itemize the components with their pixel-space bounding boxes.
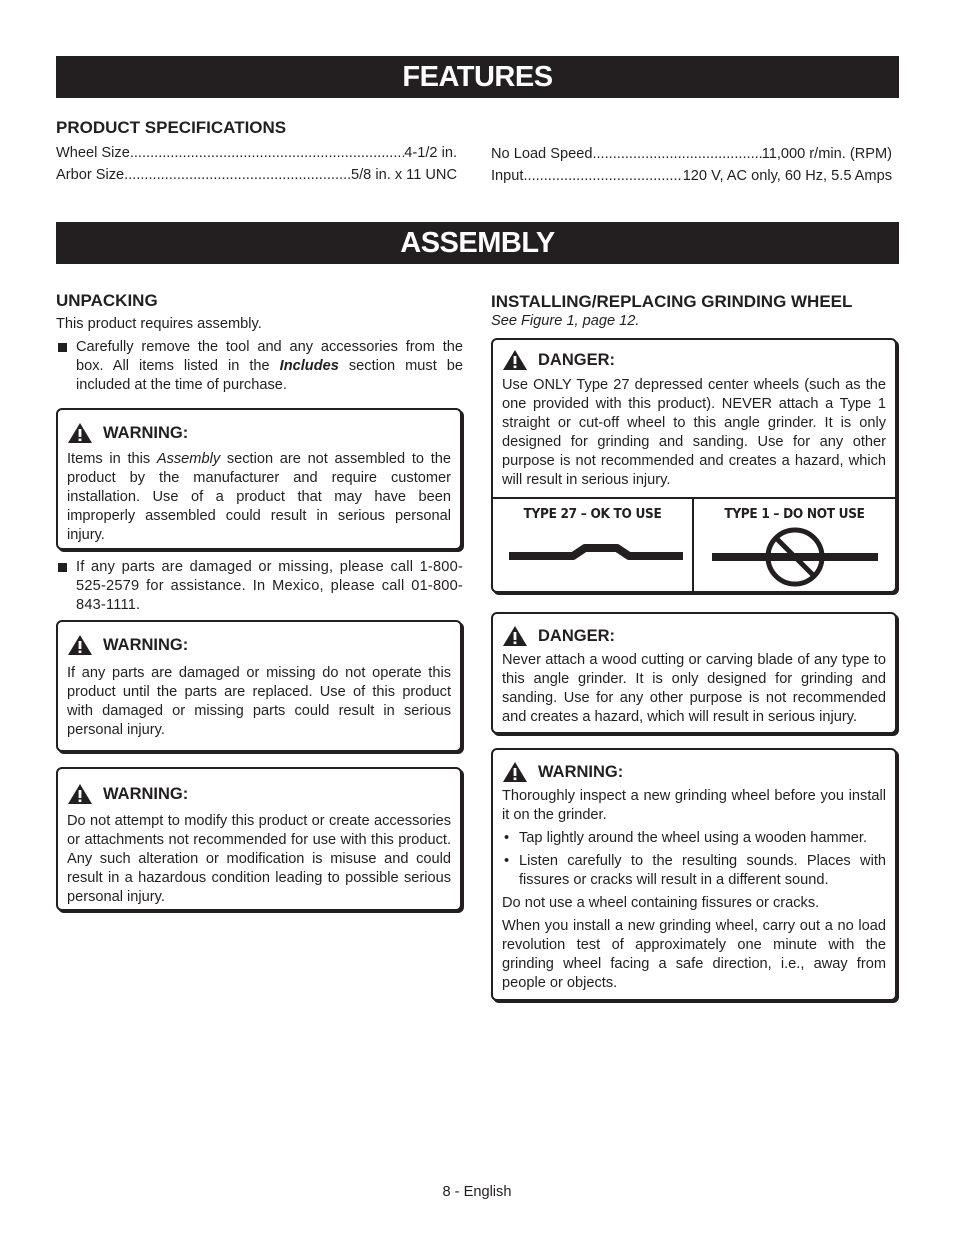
unpacking-heading: UNPACKING: [56, 291, 158, 310]
spec-label: No Load Speed: [491, 146, 593, 162]
danger-header: [502, 349, 886, 371]
warning-header: [67, 422, 451, 444]
warning-bullet-item: • Tap lightly around the wheel using a wooden hammer.: [504, 830, 868, 846]
unpacking-bullet-2: If any parts are damaged or missing, please call 1-800-525-2579 for assistance. In Mexico, please call 01-800-843-1111.: [56, 558, 463, 615]
spec-value: 11,000 r/min. (RPM): [761, 146, 892, 162]
warning-title: WARNING:: [103, 423, 189, 442]
warning-paragraph: When you install a new grinding wheel, carry out a no load revolution test of approximately one minute with the grinding wheel facing a safe direction, i.e., away from people or objects.: [502, 918, 886, 991]
warning-paragraph: Do not use a wheel containing fissures or cracks.: [502, 895, 820, 911]
warning-header: [67, 783, 451, 805]
warning-header: [67, 634, 451, 656]
warning-box-damaged-parts: [56, 620, 462, 752]
warning-title: WARNING:: [103, 635, 189, 654]
type-1-wheel-prohibited-icon: [704, 525, 884, 589]
spec-row-input: [491, 167, 892, 186]
danger-header: [502, 625, 886, 647]
spec-label: Input: [491, 168, 524, 184]
assembly-banner: [56, 222, 899, 264]
installing-heading: INSTALLING/REPLACING GRINDING WHEEL: [491, 292, 853, 311]
spec-label: Wheel Size: [56, 145, 130, 161]
warning-triangle-icon: [502, 625, 528, 647]
spec-value: 5/8 in. x 11 UNC: [351, 167, 457, 183]
warning-title: WARNING:: [103, 784, 189, 803]
warning-title: WARNING:: [538, 762, 624, 781]
page-footer: 8 - English: [442, 1184, 512, 1200]
figure-label-type-1: TYPE 1 – DO NOT USE: [724, 506, 865, 522]
product-specs-heading: PRODUCT SPECIFICATIONS: [56, 118, 287, 137]
danger-box-wood-blade: [491, 612, 897, 734]
warning-box-modify: [56, 767, 462, 911]
unpacking-section: [56, 315, 463, 395]
danger-text: Never attach a wood cutting or carving blade of any type to this angle grinder. It is only designed for grinding and sanding. Use for any other purpose is not recommended and creates a hazard, which will result in serious injury.: [502, 652, 886, 725]
spec-row-arbor-size: [56, 166, 457, 185]
spec-value: 4-1/2 in.: [404, 145, 457, 161]
warning-text: If any parts are damaged or missing do not operate this product until the parts are replaced. Use of this product with damaged or missing parts could result in serious personal injury.: [67, 665, 451, 738]
see-figure-note: See Figure 1, page 12.: [491, 313, 640, 329]
spec-row-no-load-speed: [491, 145, 892, 164]
warning-box-inspect-wheel: [491, 748, 897, 1001]
danger-title: DANGER:: [538, 626, 615, 645]
warning-text: Do not attempt to modify this product or create accessories or attachments not recommended for use with this product. Any such alteration or modification is misuse and could result in a hazardous condition leading to possible serious personal injury.: [67, 813, 451, 905]
warning-triangle-icon: [67, 783, 93, 805]
spec-label: Arbor Size: [56, 167, 125, 183]
figure-label-type-27: TYPE 27 – OK TO USE: [523, 506, 662, 522]
warning-box-assembly: [56, 408, 462, 550]
figure-type-1: [694, 499, 895, 591]
features-banner: [56, 56, 899, 98]
unpacking-intro: This product requires assembly.: [56, 316, 262, 332]
danger-box-wheel-type: [491, 338, 897, 593]
features-title: FEATURES: [402, 61, 553, 93]
warning-text: Items in this Assembly section are not assembled to the product by the manufacturer and require customer installation. Use of a product that may have been improperly assembled could result in serious personal injury.: [67, 451, 451, 543]
warning-intro: Thoroughly inspect a new grinding wheel before you install it on the grinder.: [502, 788, 886, 823]
wheel-type-figure: [493, 497, 895, 591]
warning-triangle-icon: [67, 422, 93, 444]
square-bullet-icon: [58, 563, 67, 572]
warning-triangle-icon: [502, 761, 528, 783]
warning-header: [502, 761, 886, 783]
figure-type-27: [493, 499, 694, 591]
spec-value: 120 V, AC only, 60 Hz, 5.5 Amps: [682, 168, 892, 184]
square-bullet-icon: [58, 343, 67, 352]
danger-text: Use ONLY Type 27 depressed center wheels (such as the one provided with this product). NEVER attach a Type 1 straight or cut-off wheel to this angle grinder. It is only designed for grinding and sanding. Use for any other purpose is not recommended and creates a hazard, which will result in serious injury.: [502, 377, 886, 488]
assembly-title: ASSEMBLY: [400, 227, 555, 259]
warning-triangle-icon: [502, 349, 528, 371]
warning-bullet-item: • Listen carefully to the resulting sounds. Places with fissures or cracks will result in a different sound.: [504, 853, 886, 888]
danger-title: DANGER:: [538, 350, 615, 369]
warning-triangle-icon: [67, 634, 93, 656]
type-27-wheel-icon: [507, 539, 687, 569]
unpacking-bullet-1: Carefully remove the tool and any accessories from the box. All items listed in the Includes section must be included at the time of purchase.: [56, 338, 463, 395]
spec-row-wheel-size: [56, 144, 457, 163]
